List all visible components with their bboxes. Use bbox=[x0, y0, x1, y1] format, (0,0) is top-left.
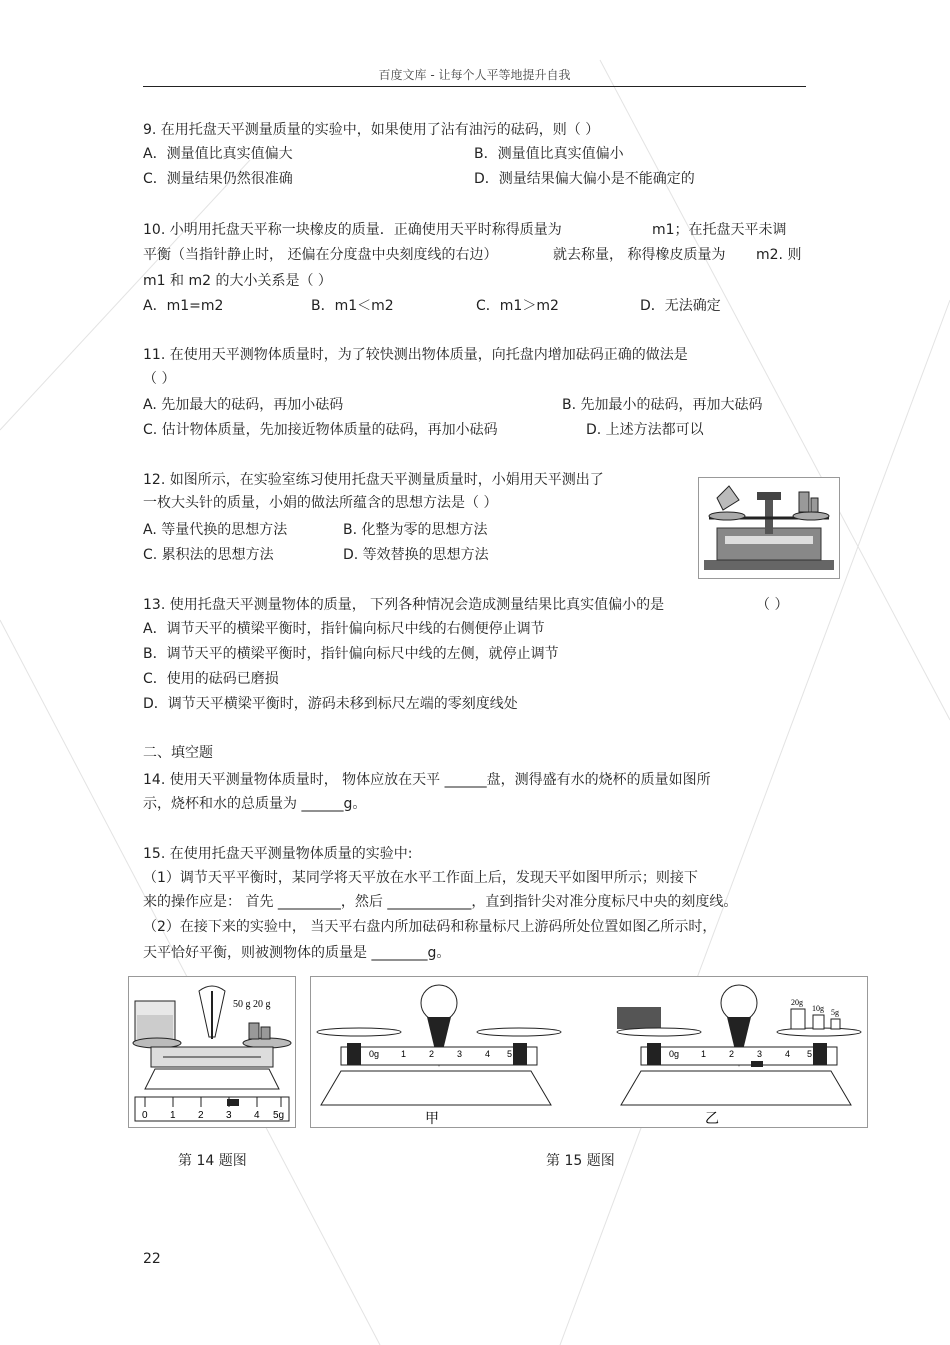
fig15-b-tick-0: 0g bbox=[669, 1049, 680, 1059]
fig15-a-tick-3: 3 bbox=[457, 1049, 463, 1059]
fig15-label-a: 甲 bbox=[425, 1111, 439, 1127]
fig15-b-weight-20: 20g bbox=[791, 998, 803, 1007]
fig15-b-tick-5: 5 bbox=[807, 1049, 813, 1059]
q11-paren: （ ） bbox=[143, 371, 176, 387]
q12-option-d: D. 等效替换的思想方法 bbox=[343, 547, 489, 563]
q11-option-b: B. 先加最小的砝码，再加大砝码 bbox=[562, 397, 763, 413]
q13-stem: 13. 使用托盘天平测量物体的质量， 下列各种情况会造成测量结果比真实值偏小的是 bbox=[143, 597, 665, 613]
q9-option-b: B．测量值比真实值偏小 bbox=[474, 146, 624, 162]
page-number: 22 bbox=[143, 1251, 161, 1267]
q12-balance-figure bbox=[698, 477, 840, 579]
q10-line2: 平衡（当指针静止时， 还偏在分度盘中央刻度线的右边） bbox=[143, 247, 498, 263]
fig14-tick-0: 0 bbox=[142, 1110, 148, 1121]
section-title-fill-in: 二、填空题 bbox=[143, 745, 213, 761]
fig15-a-tick-4: 4 bbox=[485, 1049, 491, 1059]
fig15-label-b: 乙 bbox=[705, 1111, 719, 1127]
fig15-a-tick-1: 1 bbox=[401, 1049, 407, 1059]
q12-option-b: B. 化整为零的思想方法 bbox=[343, 522, 488, 538]
q14-line2: 示，烧杯和水的总质量为 ______g。 bbox=[143, 796, 367, 812]
header-rule bbox=[143, 86, 806, 87]
fig14-tick-3: 3 bbox=[226, 1110, 232, 1121]
balance-a bbox=[317, 985, 561, 1127]
q12-line2: 一枚大头针的质量，小娟的做法所蕴含的思想方法是（ ） bbox=[143, 495, 498, 511]
q12-line1: 12. 如图所示，在实验室练习使用托盘天平测量质量时，小娟用天平测出了 bbox=[143, 472, 604, 488]
q10-line3: m1 和 m2 的大小关系是（ ） bbox=[143, 273, 332, 289]
q15-line4: （2）在接下来的实验中， 当天平右盘内所加砝码和称量标尺上游码所处位置如图乙所示时， bbox=[143, 919, 717, 935]
q14-balance-figure bbox=[128, 976, 296, 1128]
q10-option-b: B．m1＜m2 bbox=[311, 298, 394, 314]
q13-option-b: B．调节天平的横梁平衡时，指针偏向标尺中线的左侧，就停止调节 bbox=[143, 646, 559, 662]
q13-paren: （ ） bbox=[756, 597, 789, 613]
q10-line2-m2: m2. 则 bbox=[756, 247, 802, 263]
q12-option-c: C. 累积法的思想方法 bbox=[143, 547, 274, 563]
q9-option-a: A．测量值比真实值偏大 bbox=[143, 146, 293, 162]
q15-line2: （1）调节天平平衡时，某同学将天平放在水平工作面上后，发现天平如图甲所示；则接下 bbox=[143, 870, 698, 886]
q10-line1: 10. 小明用托盘天平称一块橡皮的质量．正确使用天平时称得质量为 bbox=[143, 222, 562, 238]
caption-fig14: 第 14 题图 bbox=[178, 1153, 247, 1169]
q10-line1-m1: m1；在托盘天平未调 bbox=[652, 222, 787, 238]
q10-option-d: D．无法确定 bbox=[640, 298, 721, 314]
fig15-b-tick-1: 1 bbox=[701, 1049, 707, 1059]
fig15-a-tick-5: 5 bbox=[507, 1049, 513, 1059]
fig14-tick-2: 2 bbox=[198, 1110, 204, 1121]
caption-fig15: 第 15 题图 bbox=[546, 1153, 615, 1169]
q9-option-c: C．测量结果仍然很准确 bbox=[143, 171, 293, 187]
q13-option-d: D．调节天平横梁平衡时，游码未移到标尺左端的零刻度线处 bbox=[143, 696, 518, 712]
fig14-tick-1: 1 bbox=[170, 1110, 176, 1121]
q9-option-d: D．测量结果偏大偏小是不能确定的 bbox=[474, 171, 695, 187]
fig15-b-tick-2: 2 bbox=[729, 1049, 735, 1059]
q12-option-a: A. 等量代换的思想方法 bbox=[143, 522, 288, 538]
fig15-b-tick-4: 4 bbox=[785, 1049, 791, 1059]
q11-option-c: C. 估计物体质量，先加接近物体质量的砝码，再加小砝码 bbox=[143, 422, 498, 438]
q15-line3: 来的操作应是： 首先 _________，然后 ____________，直到指针尖对准分度标尺中央的刻度线。 bbox=[143, 894, 738, 910]
fig14-tick-5: 5g bbox=[273, 1110, 285, 1121]
q11-option-d: D. 上述方法都可以 bbox=[586, 422, 704, 438]
q11-option-a: A. 先加最大的砝码，再加小砝码 bbox=[143, 397, 344, 413]
fig15-a-tick-2: 2 bbox=[429, 1049, 435, 1059]
q10-line2-mid: 就去称量， 称得橡皮质量为 bbox=[553, 247, 726, 263]
q13-option-c: C．使用的砝码已磨损 bbox=[143, 671, 279, 687]
fig15-b-tick-3: 3 bbox=[757, 1049, 763, 1059]
balance-b bbox=[617, 985, 861, 1127]
q10-option-c: C．m1＞m2 bbox=[476, 298, 559, 314]
q15-line5: 天平恰好平衡，则被测物体的质量是 ________g。 bbox=[143, 945, 451, 961]
fig14-tick-4: 4 bbox=[254, 1110, 260, 1121]
q13-option-a: A．调节天平的横梁平衡时，指针偏向标尺中线的右侧便停止调节 bbox=[143, 621, 545, 637]
q15-line1: 15. 在使用托盘天平测量物体质量的实验中: bbox=[143, 846, 413, 862]
q11-stem: 11. 在使用天平测物体质量时，为了较快测出物体质量，向托盘内增加砝码正确的做法是 bbox=[143, 347, 688, 363]
fig15-a-tick-0: 0g bbox=[369, 1049, 380, 1059]
q15-balance-figure bbox=[310, 976, 868, 1128]
q10-option-a: A．m1=m2 bbox=[143, 298, 224, 314]
fig15-b-weight-5: 5g bbox=[831, 1008, 839, 1017]
fig15-b-weight-10: 10g bbox=[812, 1004, 824, 1013]
page-header: 百度文库 - 让每个人平等地提升自我 bbox=[378, 68, 571, 82]
q14-line1: 14. 使用天平测量物体质量时， 物体应放在天平 ______盘，测得盛有水的烧杯的质量如图所 bbox=[143, 772, 711, 788]
fig14-weights-label: 50 g 20 g bbox=[233, 999, 271, 1010]
q9-stem: 9. 在用托盘天平测量质量的实验中，如果使用了沾有油污的砝码，则（ ） bbox=[143, 122, 600, 138]
